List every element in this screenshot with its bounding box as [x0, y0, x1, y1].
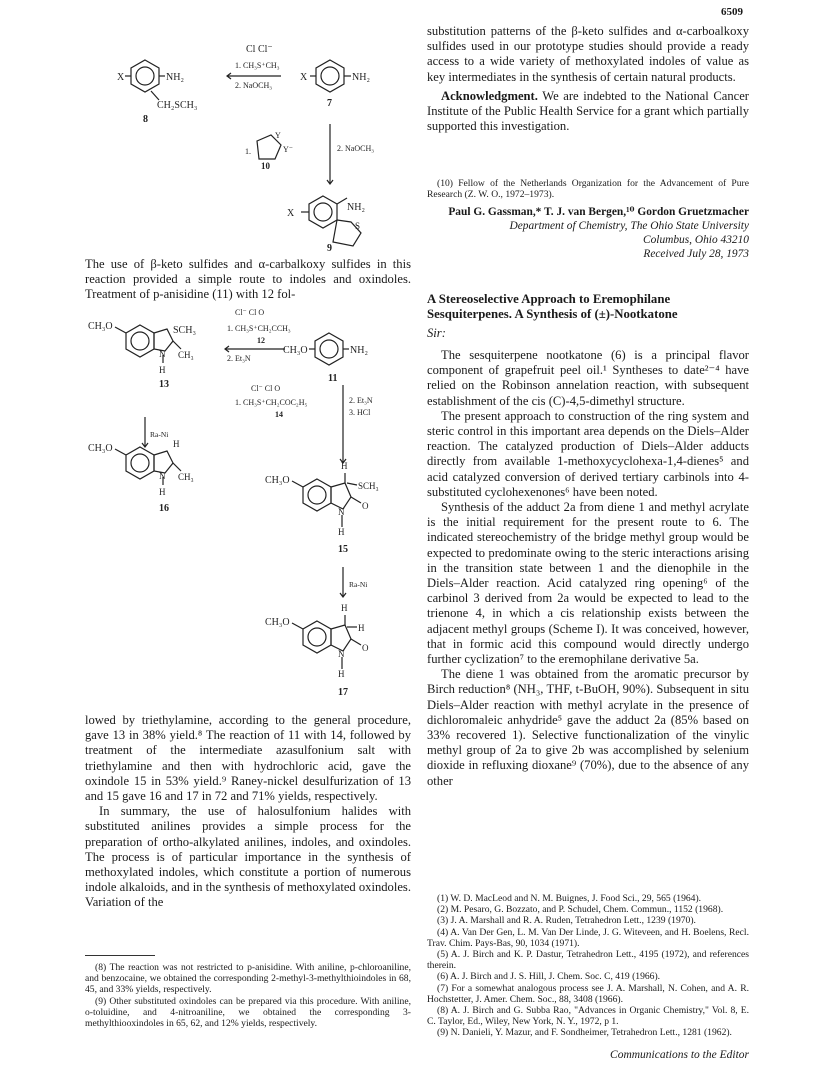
footer-section-title: Communications to the Editor	[610, 1049, 749, 1061]
right-paragraph-top: substitution patterns of the β-keto sulfides and α-carboalkoxy sulfides used in our prototype studies should provide a ready access to a wide variety of methoxylated indoles of value as key intermediates in the synthesis of certain natural products.	[427, 24, 749, 84]
acknowledgment-label: Acknowledgment.	[441, 88, 538, 103]
benzene-ring-9	[309, 196, 337, 228]
nh2-label-8: NH₂	[166, 72, 184, 83]
sch3-label-13: SCH₃	[173, 325, 196, 336]
reference-6: (6) A. J. Birch and J. S. Hill, J. Chem. Soc. C, 419 (1966).	[437, 971, 661, 983]
step2-10: 2. NaOCH₃	[337, 144, 375, 153]
h-label-17: H	[338, 669, 345, 679]
ch3o-label-11: CH₃O	[283, 345, 308, 356]
reagent12-top: Cl⁻ Cl O	[235, 308, 265, 317]
n-label-16: N	[159, 471, 166, 481]
page-number: 6509	[721, 6, 743, 18]
x-label-7: X	[300, 72, 308, 83]
h-label-15-top: H	[341, 461, 348, 471]
ch3o-label-16: CH₃O	[88, 443, 113, 454]
nh2-label-7: NH₂	[352, 72, 370, 83]
footnote-10: (10) Fellow of the Netherlands Organization for the Advancement of Pure Research (Z. W. O., 1972–1973).	[427, 178, 749, 201]
right-references	[427, 893, 749, 1039]
compound-11-number: 11	[328, 373, 338, 384]
left-paragraph-1: The use of β-keto sulfides and α-carbalkoxy sulfides in this reaction provided a simple route to indoles and oxindoles. Treatment of p-anisidine (11) with 12 fol-	[85, 257, 411, 302]
acknowledgment-paragraph	[427, 89, 749, 135]
article-title: A Stereoselective Approach to Eremophilane Sesquiterpenes. A Synthesis of (±)-Nootkatone	[427, 292, 678, 321]
authors-line: Paul G. Gassman,* T. J. van Bergen,¹⁰ Gordon Gruetzmacher	[448, 206, 749, 218]
footnote-8: (8) The reaction was not restricted to p-anisidine. With aniline, p-chloroaniline, and benzocaine, we obtained the corresponding 2-methyl-3-methylthioindoles in 68, 45, and 33% yields, respectively.	[85, 962, 411, 996]
right-paragraph-4: The diene 1 was obtained from the aromatic precursor by Birch reduction⁸ (NH₃, THF, t-BuOH, 90%). Subsequent in situ Diels–Alder reaction with methyl acrylate in the presence of dichloromaleic anhydride⁵ gave the adduct 2a (85% based on 33% recovered 1). Selective functionalization of the vinylic methyl group of 2a to give 2b was accomplished by selenium dioxide in refluxing dioxane⁹ (70%), due to the absence of any other	[427, 667, 749, 788]
left-col-para-1	[85, 257, 411, 303]
reagent12-line: 1. CH₃S⁺CH₂CCH₃	[227, 324, 291, 333]
sch3-label-15: SCH₃	[358, 481, 379, 491]
indole-16-benzene	[126, 447, 154, 479]
reference-9: (9) N. Danieli, Y. Mazur, and F. Sondheimer, Tetrahedron Lett., 1281 (1962).	[437, 1027, 732, 1039]
scheme-indoles-svg	[85, 305, 415, 705]
sulfur-y: Y	[275, 131, 281, 140]
o-label-17: O	[362, 643, 369, 653]
reference-5: (5) A. J. Birch and K. P. Dastur, Tetrahedron Lett., 4195 (1972), and references therein.	[427, 949, 749, 972]
left-col-body	[85, 713, 411, 911]
right-paragraph-3: Synthesis of the adduct 2a from diene 1 and methyl acrylate is the initial requirement for the present route to 6. The indicated stereochemistry of the bridge methyl group would be expected to predominate owing to the steric interactions arising in the transition state between 1 and the dienophile in the Diels–Alder reaction. Acid catalyzed ring opening⁶ of the carbinol 3 derived from 2a would be expected to lead to the trienone 4, in which a cis relationship exists between the adjacent methyl groups (Scheme I). It was conceived, however, that in formic acid this compound would directly undergo further cyclization⁷ to the eremophilane derivative 5a.	[427, 500, 749, 667]
benzene-ring-11	[315, 333, 343, 365]
h-label-17-top: H	[341, 603, 348, 613]
oxindole-15-benzene	[303, 479, 331, 511]
reagent-cl-top: Cl Cl⁻	[246, 44, 273, 55]
right-paragraph-2: The present approach to construction of the ring system and steric control in this important area depends on the Diels–Alder reaction. The catalyzed production of Diels–Alder adducts directly from available 1-methoxycyclohexa-1,4-dienes⁵ and acid catalyzed conversion of derived tertiary carbinols into 4-substituted cyclohexenones⁶ have been noted.	[427, 408, 749, 499]
right-col-body	[427, 348, 749, 789]
n-label-15: N	[338, 507, 345, 517]
reference-1: (1) W. D. MacLeod and N. M. Buignes, J. Food Sci., 29, 565 (1964).	[437, 893, 702, 904]
footnote-9: (9) Other substituted oxindoles can be prepared via this procedure. With aniline, o-toluidine, and 4-nitroaniline, we obtained the corresponding 3-methylthiooxindoles in 65, 62, and 12% yields, respectively.	[85, 995, 411, 1030]
benzene-ring-7	[316, 60, 344, 92]
reference-4: (4) A. Van Der Gen, L. M. Van Der Linde, J. G. Witeveen, and H. Boelens, Recl. Trav. Chim. Pays-Bas, 90, 1034 (1971).	[427, 926, 749, 949]
h-label-17-side: H	[358, 623, 365, 633]
x-label-8: X	[117, 72, 125, 83]
benzene-ring-8	[131, 60, 159, 92]
oxindole-15-pyrrolidone	[331, 483, 351, 509]
scheme-top-svg	[85, 38, 415, 253]
n-label-13: N	[159, 349, 166, 359]
reference-3: (3) J. A. Marshall and R. A. Ruden, Tetrahedron Lett., 1239 (1970).	[437, 915, 696, 927]
compound-13-number: 13	[159, 379, 169, 390]
s-label-9: S	[355, 221, 361, 231]
compound-10-number: 10	[261, 161, 270, 171]
reagent-step1a: 1. CH₃S⁺CH₃	[235, 61, 280, 70]
ch3o-label-17: CH₃O	[265, 617, 290, 628]
h-label-16: H	[159, 487, 166, 497]
ch3-label-13: CH₃	[178, 350, 194, 360]
author-signature	[427, 205, 749, 261]
left-paragraph-3: In summary, the use of halosulfonium halides with substituted anilines provides a simple process for the preparation of ortho-alkylated anilines, indoles, and oxindoles. The process is of particular importance in the synthesis of methoxylated indoles, which constitute a portion of numerous indole alkaloids, and in the synthesis of methoxylated oxindoles. Variation of the	[85, 804, 411, 910]
salutation: Sir:	[427, 326, 446, 340]
right-col-top	[427, 24, 749, 134]
indole-13-pyrrole	[154, 329, 173, 351]
x-label-9: X	[287, 208, 295, 219]
et3n-b-label: 2. Et₃N	[349, 396, 373, 405]
compound-8-number: 8	[143, 114, 148, 125]
oxindole-17-pyrrolidone	[331, 625, 351, 651]
compound-9-number: 9	[327, 243, 332, 253]
reagent14-top: Cl⁻ Cl O	[251, 384, 281, 393]
ra-ni-label-2: Ra-Ni	[349, 580, 368, 589]
reference-2: (2) M. Pesaro, G. Bozzato, and P. Schudel, Chem. Commun., 1152 (1968).	[437, 904, 724, 916]
left-paragraph-2: lowed by triethylamine, according to the general procedure, gave 13 in 38% yield.⁸ The reaction of 11 with 14, followed by treatment of the intermediate azasulfonium salt with triethylamine and then with hydrochloric acid, gave the oxindole 15 in 53% yield.⁹ Raney-nickel desulfurization of 13 and 15 gave 16 and 17 in 72 and 71% yields, respectively.	[85, 713, 411, 804]
h-label-13: H	[159, 365, 166, 375]
received-line: Received July 28, 1973	[643, 248, 749, 260]
compound-16-number: 16	[159, 503, 169, 514]
compound-12-number: 12	[257, 336, 265, 345]
left-footnote-rule	[85, 955, 155, 956]
scheme-top	[85, 38, 415, 253]
city-line: Columbus, Ohio 43210	[642, 234, 749, 246]
ch3-label-16: CH₃	[178, 472, 194, 482]
reference-8: (8) A. J. Birch and G. Subba Rao, "Advances in Organic Chemistry," Vol. 8, E. C. Taylor, Ed., Wiley, New York, N. Y., 1972, p 1.	[427, 1005, 749, 1028]
step1-10: 1.	[245, 147, 251, 156]
ra-ni-label-1: Ra-Ni	[150, 430, 169, 439]
department-line: Department of Chemistry, The Ohio State University	[509, 220, 749, 232]
compound-14-number: 14	[275, 410, 283, 419]
reagent-step2a: 2. NaOCH₃	[235, 81, 273, 90]
ch3o-label-15: CH₃O	[265, 475, 290, 486]
compound-7-number: 7	[327, 98, 332, 109]
h-label-15: H	[338, 527, 345, 537]
indole-16-pyrrole	[154, 451, 173, 473]
nh2-label-9: NH₂	[347, 202, 365, 213]
scheme-indoles	[85, 305, 415, 705]
right-paragraph-1: The sesquiterpene nootkatone (6) is a principal flavor component of grapefruit peel oil.¹ Syntheses to date²⁻⁴ have relied on the Robinson annelation reaction, with subsequent establishment of the cis (C)-4,5-dimethyl structure.	[427, 348, 749, 408]
indole-13-benzene	[126, 325, 154, 357]
reference-7: (7) For a somewhat analogous process see J. A. Marshall, N. Cohen, and A. R. Hochstetter, J. Amer. Chem. Soc., 88, 3408 (1966).	[427, 982, 749, 1005]
o-label-15: O	[362, 501, 369, 511]
ch2sch3-label: CH₂SCH₃	[157, 100, 198, 111]
compound-15-number: 15	[338, 544, 348, 555]
hcl-label: 3. HCl	[349, 408, 371, 417]
h-label-16-top: H	[173, 439, 180, 449]
right-footnote-10	[427, 178, 749, 200]
nh2-label-11: NH₂	[350, 345, 368, 356]
et3n-label: 2. Et₃N	[227, 354, 251, 363]
ch3o-label-13: CH₃O	[88, 321, 113, 332]
acknowledgment-text: We are indebted to the National Cancer Institute of the Public Health Service for a grant which partially supported this investigation.	[427, 88, 749, 134]
reagent14-line: 1. CH₃S⁺CH₂COC₂H₅	[235, 398, 308, 407]
oxindole-17-benzene	[303, 621, 331, 653]
left-footnotes	[85, 962, 411, 1029]
y-minus: Y⁻	[283, 145, 293, 154]
n-label-17: N	[338, 649, 345, 659]
compound-17-number: 17	[338, 687, 348, 698]
